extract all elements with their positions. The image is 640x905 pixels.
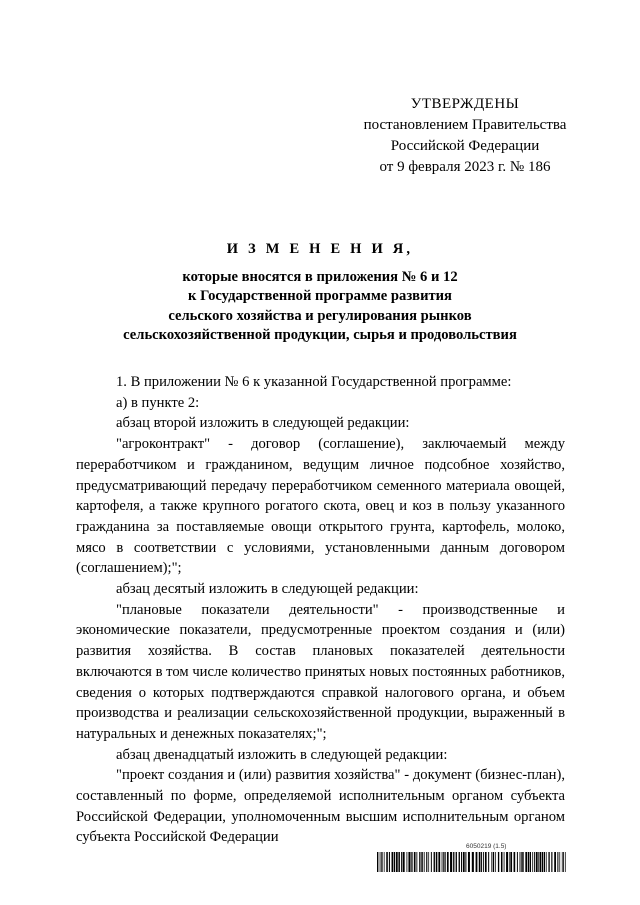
- paragraph: абзац второй изложить в следующей редакции:: [116, 415, 410, 432]
- document-code: 6050219 (1.5): [466, 843, 507, 850]
- paragraph: "проект создания и (или) развития хозяйства" - документ (бизнес-план), составленный по форме, определяемой исполнительным органом субъекта Российской Федерации, уполномоченным высшим исполнительным органом субъекта Российской Федерации: [76, 767, 565, 846]
- document-subtitle-line: которые вносятся в приложения № 6 и 12: [182, 268, 458, 285]
- paragraph: абзац десятый изложить в следующей редакции:: [116, 581, 419, 598]
- document-subtitle-line: к Государственной программе развития: [188, 288, 452, 304]
- paragraph: 1. В приложении № 6 к указанной Государственной программе:: [116, 374, 512, 390]
- paragraph: абзац двенадцатый изложить в следующей редакции:: [116, 746, 448, 763]
- approval-line: Российской Федерации: [390, 138, 540, 154]
- approval-line: постановлением Правительства: [363, 117, 567, 133]
- paragraph: а) в пункте 2:: [116, 394, 200, 411]
- document-title: И З М Е Н Е Н И Я,: [226, 241, 414, 257]
- approval-stamp: [330, 94, 600, 178]
- document-body: [76, 372, 565, 848]
- paragraph: "плановые показатели деятельности" - производственные и экономические показатели, предусмотренные проектом создания и (или) развития хозяйства. В состав плановых показателей деятельности включаются в том числе количество принятых новых постоянных работников, сведения о которых подтверждаются справкой налогового органа, и объем производства и реализации сельскохозяйственной продукции, выраженный в натуральных и денежных показателях;";: [76, 601, 565, 742]
- paragraph: "агроконтракт" - договор (соглашение), заключаемый между переработчиком и гражданином, ведущим личное подсобное хозяйство, предусматривающий передачу переработчиком семенного материала овощей, картофеля, а также крупного рогатого скота, овец и коз в пользу указанного гражданина за поставляемые овощи открытого грунта, картофель, молоко, мясо в соответствии с условиями, установленными данным договором (соглашением);";: [76, 436, 565, 577]
- document-subtitle-line: сельского хозяйства и регулирования рынков: [168, 307, 472, 324]
- barcode: [377, 852, 567, 872]
- document-subtitle-line: сельскохозяйственной продукции, сырья и продовольствия: [123, 327, 517, 343]
- approval-title: УТВЕРЖДЕНЫ: [410, 96, 520, 112]
- approval-line: от 9 февраля 2023 г. № 186: [379, 159, 551, 175]
- document-heading: [60, 240, 580, 346]
